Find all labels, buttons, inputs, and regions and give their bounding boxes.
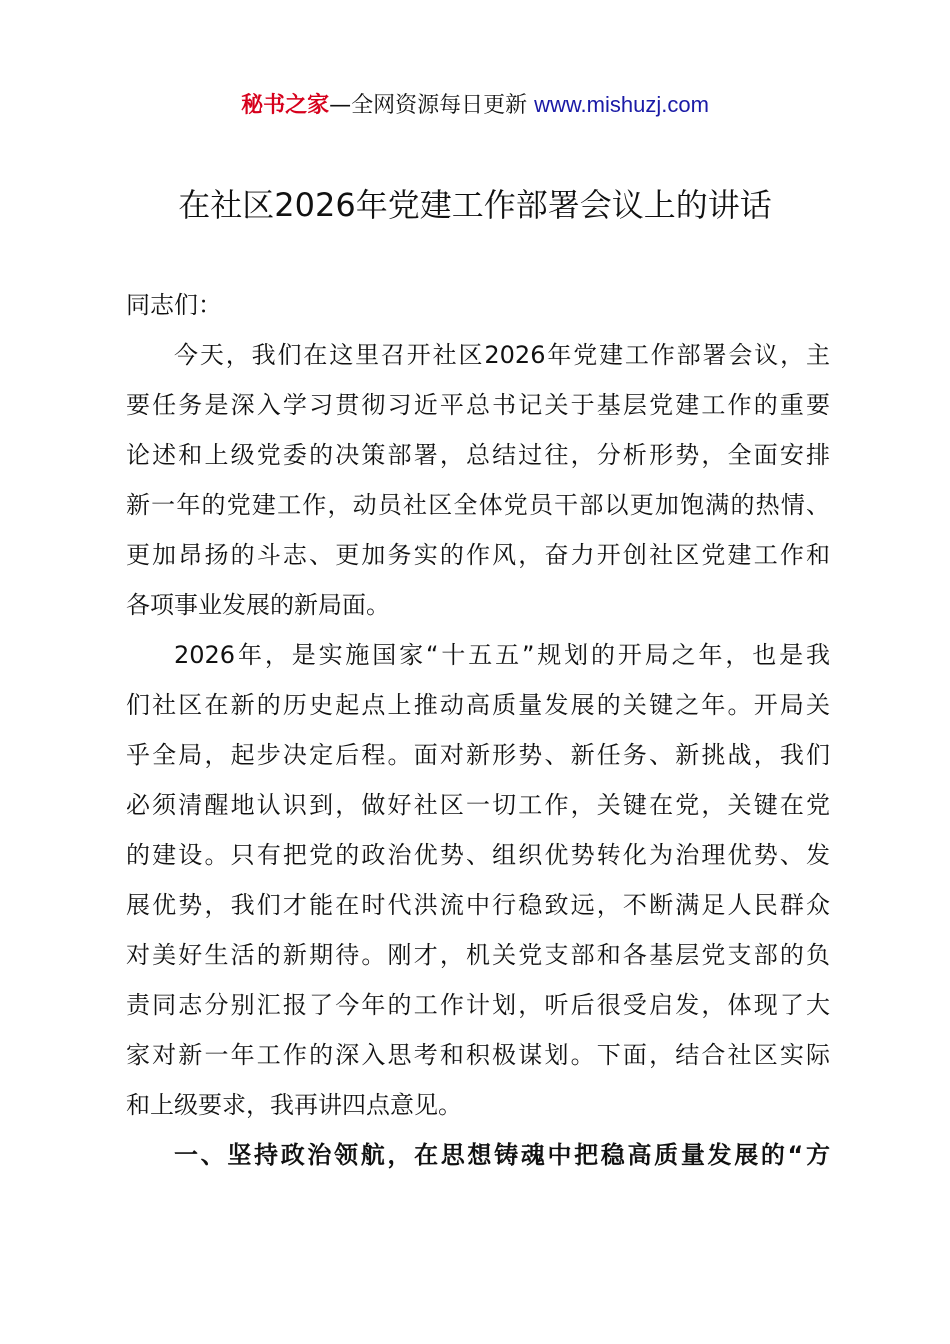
paragraph-line: 的建设。只有把党的政治优势、组织优势转化为治理优势、发: [126, 841, 830, 869]
paragraph-line: 家对新一年工作的深入思考和积极谋划。下面，结合社区实际: [126, 1041, 830, 1069]
paragraph-line: 责同志分别汇报了今年的工作计划，听后很受启发，体现了大: [126, 991, 830, 1019]
paragraph-line: 乎全局，起步决定后程。面对新形势、新任务、新挑战，我们: [126, 741, 830, 769]
paragraph-line: 今天，我们在这里召开社区2026年党建工作部署会议，主: [174, 341, 830, 369]
document-title: 在社区2026年党建工作部署会议上的讲话: [178, 186, 772, 224]
paragraph-line: 2026年，是实施国家“十五五”规划的开局之年，也是我: [174, 641, 830, 669]
paragraph-line: 论述和上级党委的决策部署，总结过往，分析形势，全面安排: [126, 441, 830, 469]
paragraph-line: 新一年的党建工作，动员社区全体党员干部以更加饱满的热情、: [126, 491, 830, 519]
brand-name: 秘书之家: [241, 93, 330, 118]
section-heading-1: 一、坚持政治领航，在思想铸魂中把稳高质量发展的“方: [174, 1141, 830, 1169]
paragraph-1: [126, 330, 846, 630]
paragraph-line: 必须清醒地认识到，做好社区一切工作，关键在党，关键在党: [126, 791, 830, 819]
paragraph-line: 各项事业发展的新局面。: [126, 591, 390, 619]
paragraph-line: 对美好生活的新期待。刚才，机关党支部和各基层党支部的负: [126, 941, 830, 969]
paragraph-line: 更加昂扬的斗志、更加务实的作风，奋力开创社区党建工作和: [126, 541, 830, 569]
document-body: [126, 280, 846, 1180]
site-header: [0, 88, 950, 123]
paragraph-line: 要任务是深入学习贯彻习近平总书记关于基层党建工作的重要: [126, 391, 830, 419]
paragraph-line: 展优势，我们才能在时代洪流中行稳致远，不断满足人民群众: [126, 891, 830, 919]
salutation: 同志们：: [126, 291, 222, 319]
site-tagline: —全网资源每日更新: [329, 93, 535, 118]
site-url-link[interactable]: www.mishuzj.com: [534, 92, 709, 117]
paragraph-2: [126, 630, 846, 1130]
paragraph-line: 们社区在新的历史起点上推动高质量发展的关键之年。开局关: [126, 691, 830, 719]
paragraph-line: 和上级要求，我再讲四点意见。: [126, 1091, 462, 1119]
